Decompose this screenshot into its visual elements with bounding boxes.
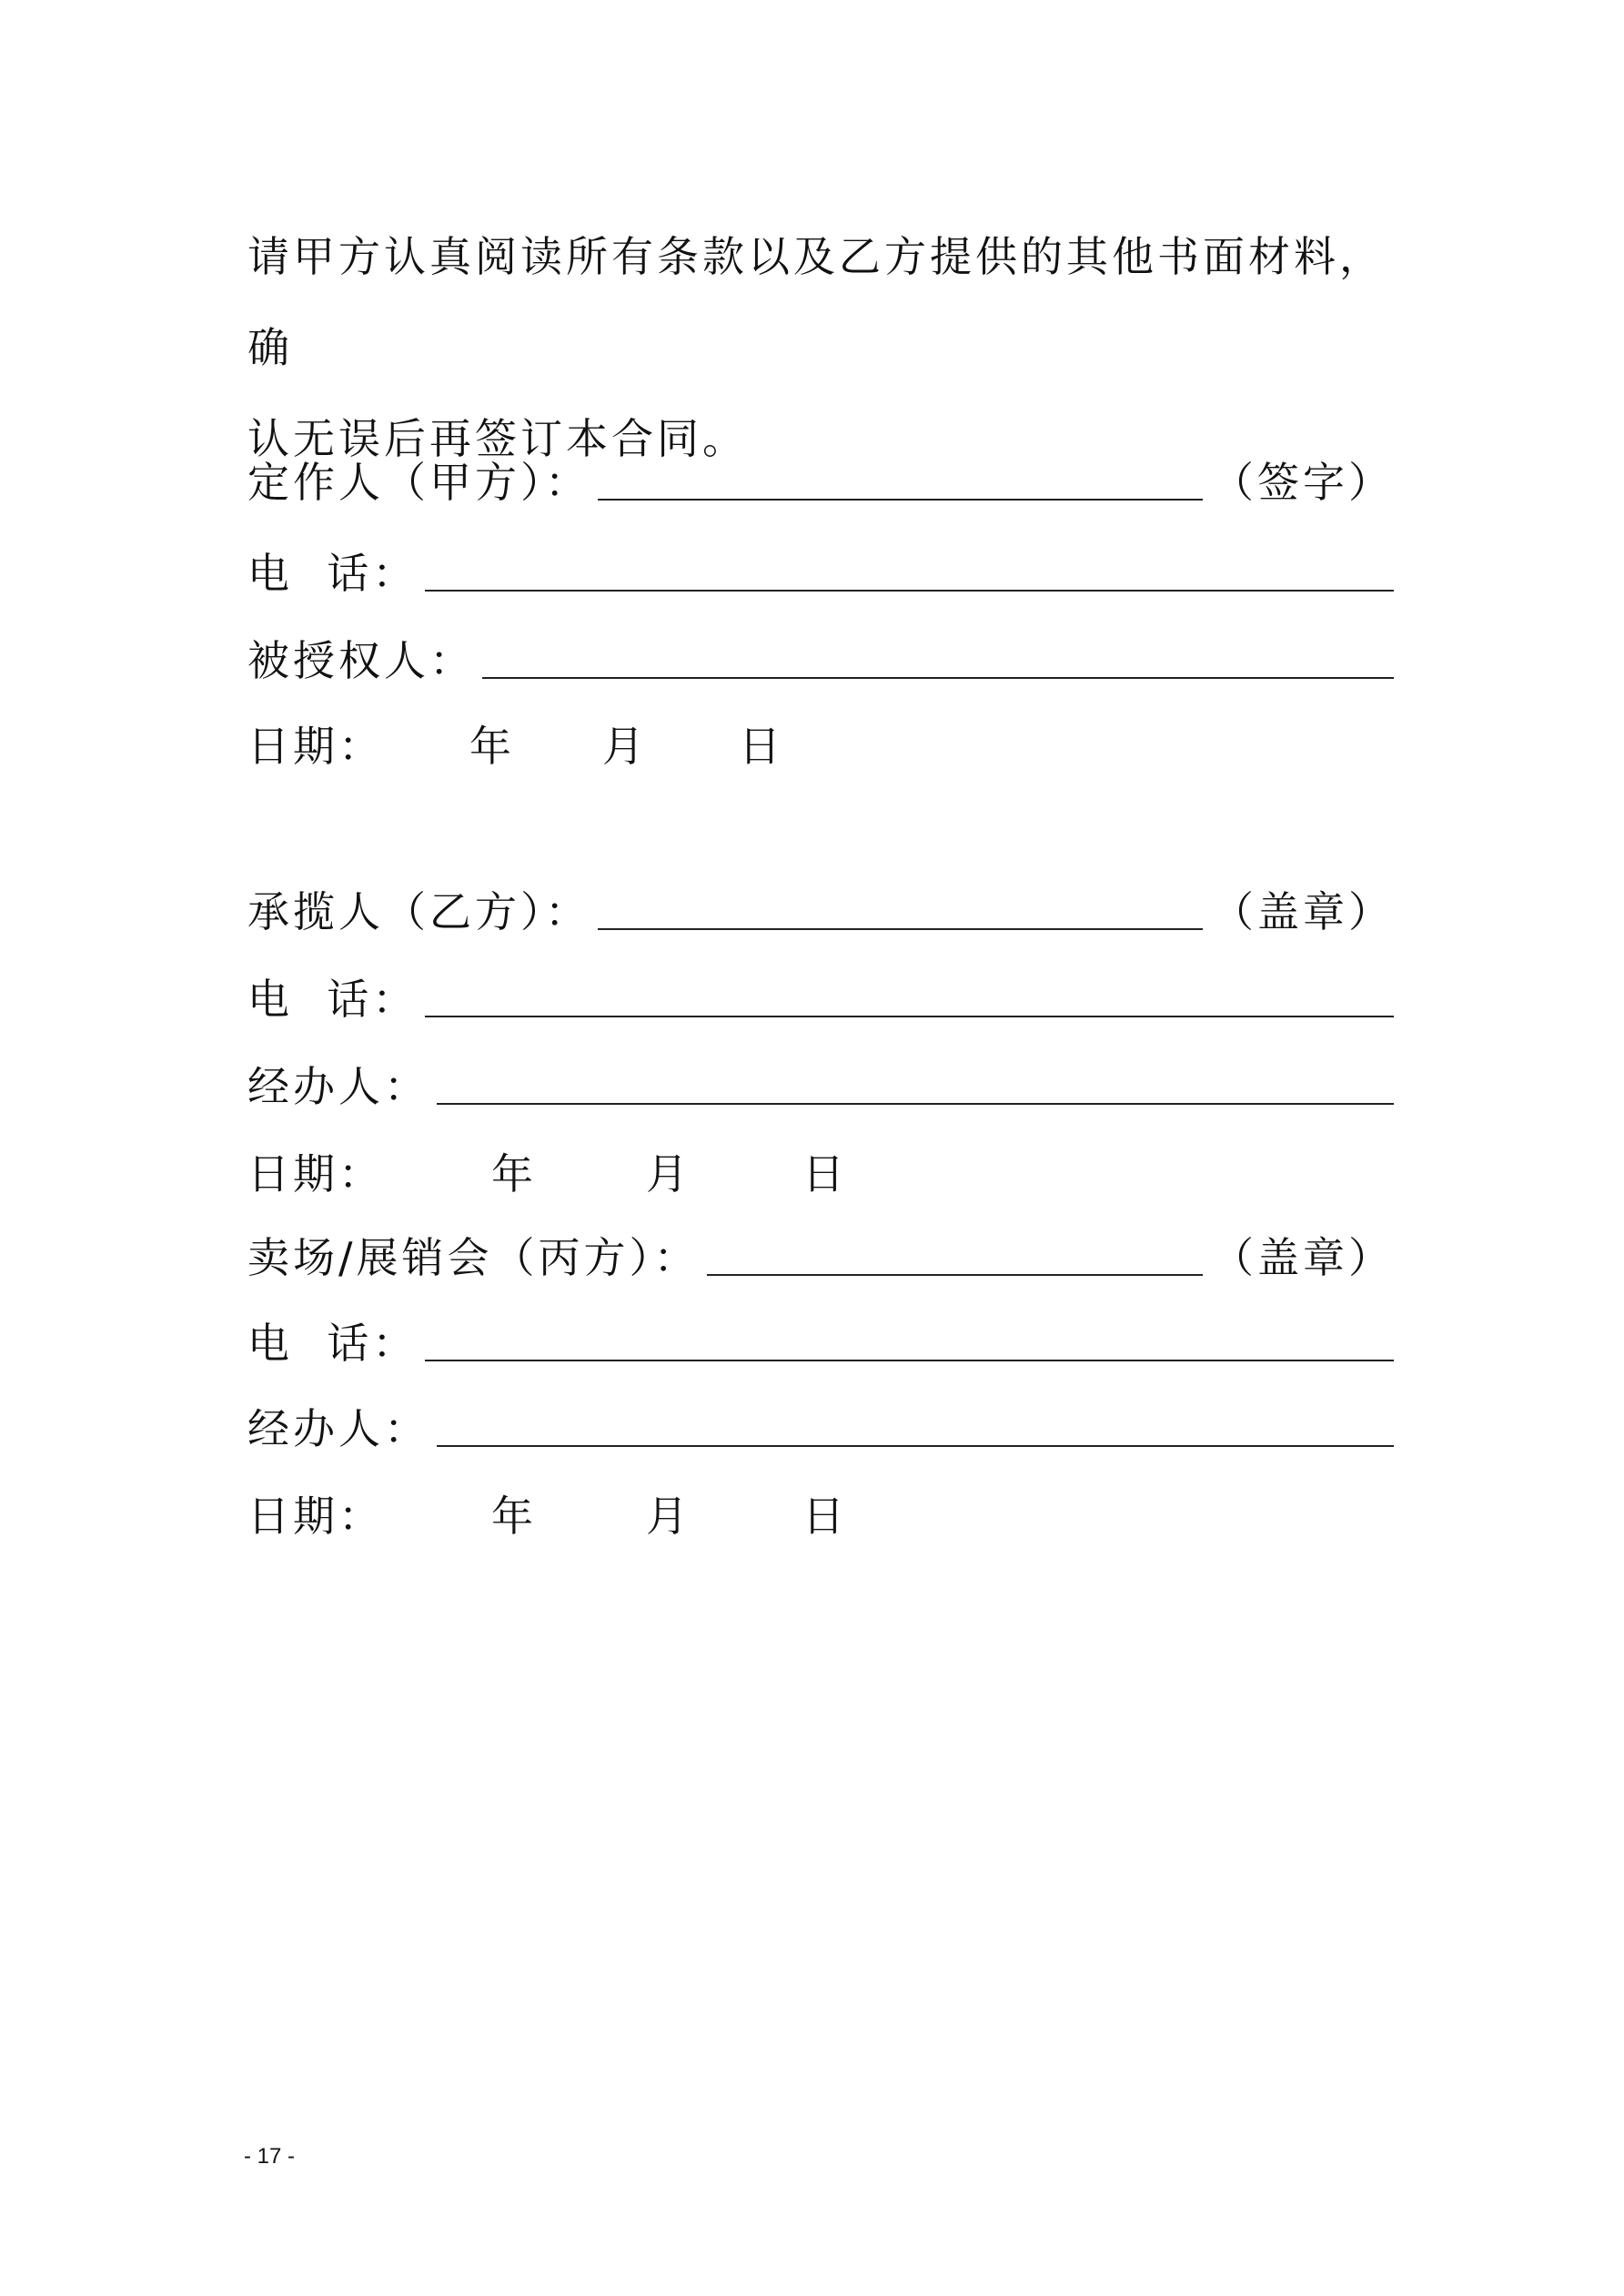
party-b-agent-label: 经办人： [247,1062,429,1111]
party-c-day: 日 [802,1492,848,1541]
party-b-date-row [247,1147,884,1201]
party-a-month: 月 [602,722,648,771]
party-a-phone-label: 电 话： [247,549,419,598]
party-a-label: 定作人（甲方）： [247,458,590,507]
party-a-agent-line[interactable] [482,677,1394,679]
party-a-signature-line[interactable] [598,499,1203,501]
party-a-phone-row [247,546,1394,601]
party-a-agent-label: 被授权人： [247,636,475,685]
party-c-agent-line[interactable] [437,1445,1394,1447]
party-b-phone-row [247,972,1394,1027]
party-b-agent-row [247,1059,1394,1114]
party-a-agent-row [247,633,1394,688]
party-b-year: 年 [491,1149,537,1199]
party-b-day: 日 [802,1149,848,1199]
party-a-date-label: 日期： [247,722,384,771]
party-b-signature-line[interactable] [598,928,1203,930]
party-c-label: 卖场/展销会（丙方）： [247,1233,700,1282]
party-b-phone-label: 电 话： [247,975,419,1024]
party-b-label: 承揽人（乙方）： [247,887,590,936]
intro-line-2: 认无误后再签订本合同。 [247,414,748,463]
party-c-seal-note: （盖章） [1212,1233,1394,1282]
party-c-date-row [247,1489,884,1543]
party-c-signature-line[interactable] [707,1274,1204,1276]
party-c-date-label: 日期： [247,1492,384,1541]
party-a-signature-row [247,455,1394,510]
party-c-year: 年 [491,1492,537,1541]
party-b-signature-row [247,885,1394,939]
party-b-date-label: 日期： [247,1149,384,1199]
party-a-phone-line[interactable] [425,590,1394,592]
party-a-day: 日 [739,722,784,771]
party-c-month: 月 [646,1492,691,1541]
intro-paragraph [247,211,1394,484]
intro-line-1: 请甲方认真阅读所有条款以及乙方提供的其他书面材料，确 [247,232,1385,372]
party-c-agent-label: 经办人： [247,1404,429,1453]
party-b-month: 月 [646,1149,691,1199]
party-b-seal-note: （盖章） [1212,887,1394,936]
party-a-year: 年 [469,722,515,771]
party-c-agent-row [247,1401,1394,1456]
party-c-signature-row [247,1230,1394,1285]
party-a-date-row [247,719,884,774]
page-number: - 17 - [244,2144,296,2169]
party-c-phone-row [247,1316,1394,1371]
party-c-phone-label: 电 话： [247,1319,419,1368]
party-a-sign-note: （签字） [1212,458,1394,507]
party-c-phone-line[interactable] [425,1360,1394,1361]
party-b-phone-line[interactable] [425,1016,1394,1017]
party-b-agent-line[interactable] [437,1103,1394,1105]
